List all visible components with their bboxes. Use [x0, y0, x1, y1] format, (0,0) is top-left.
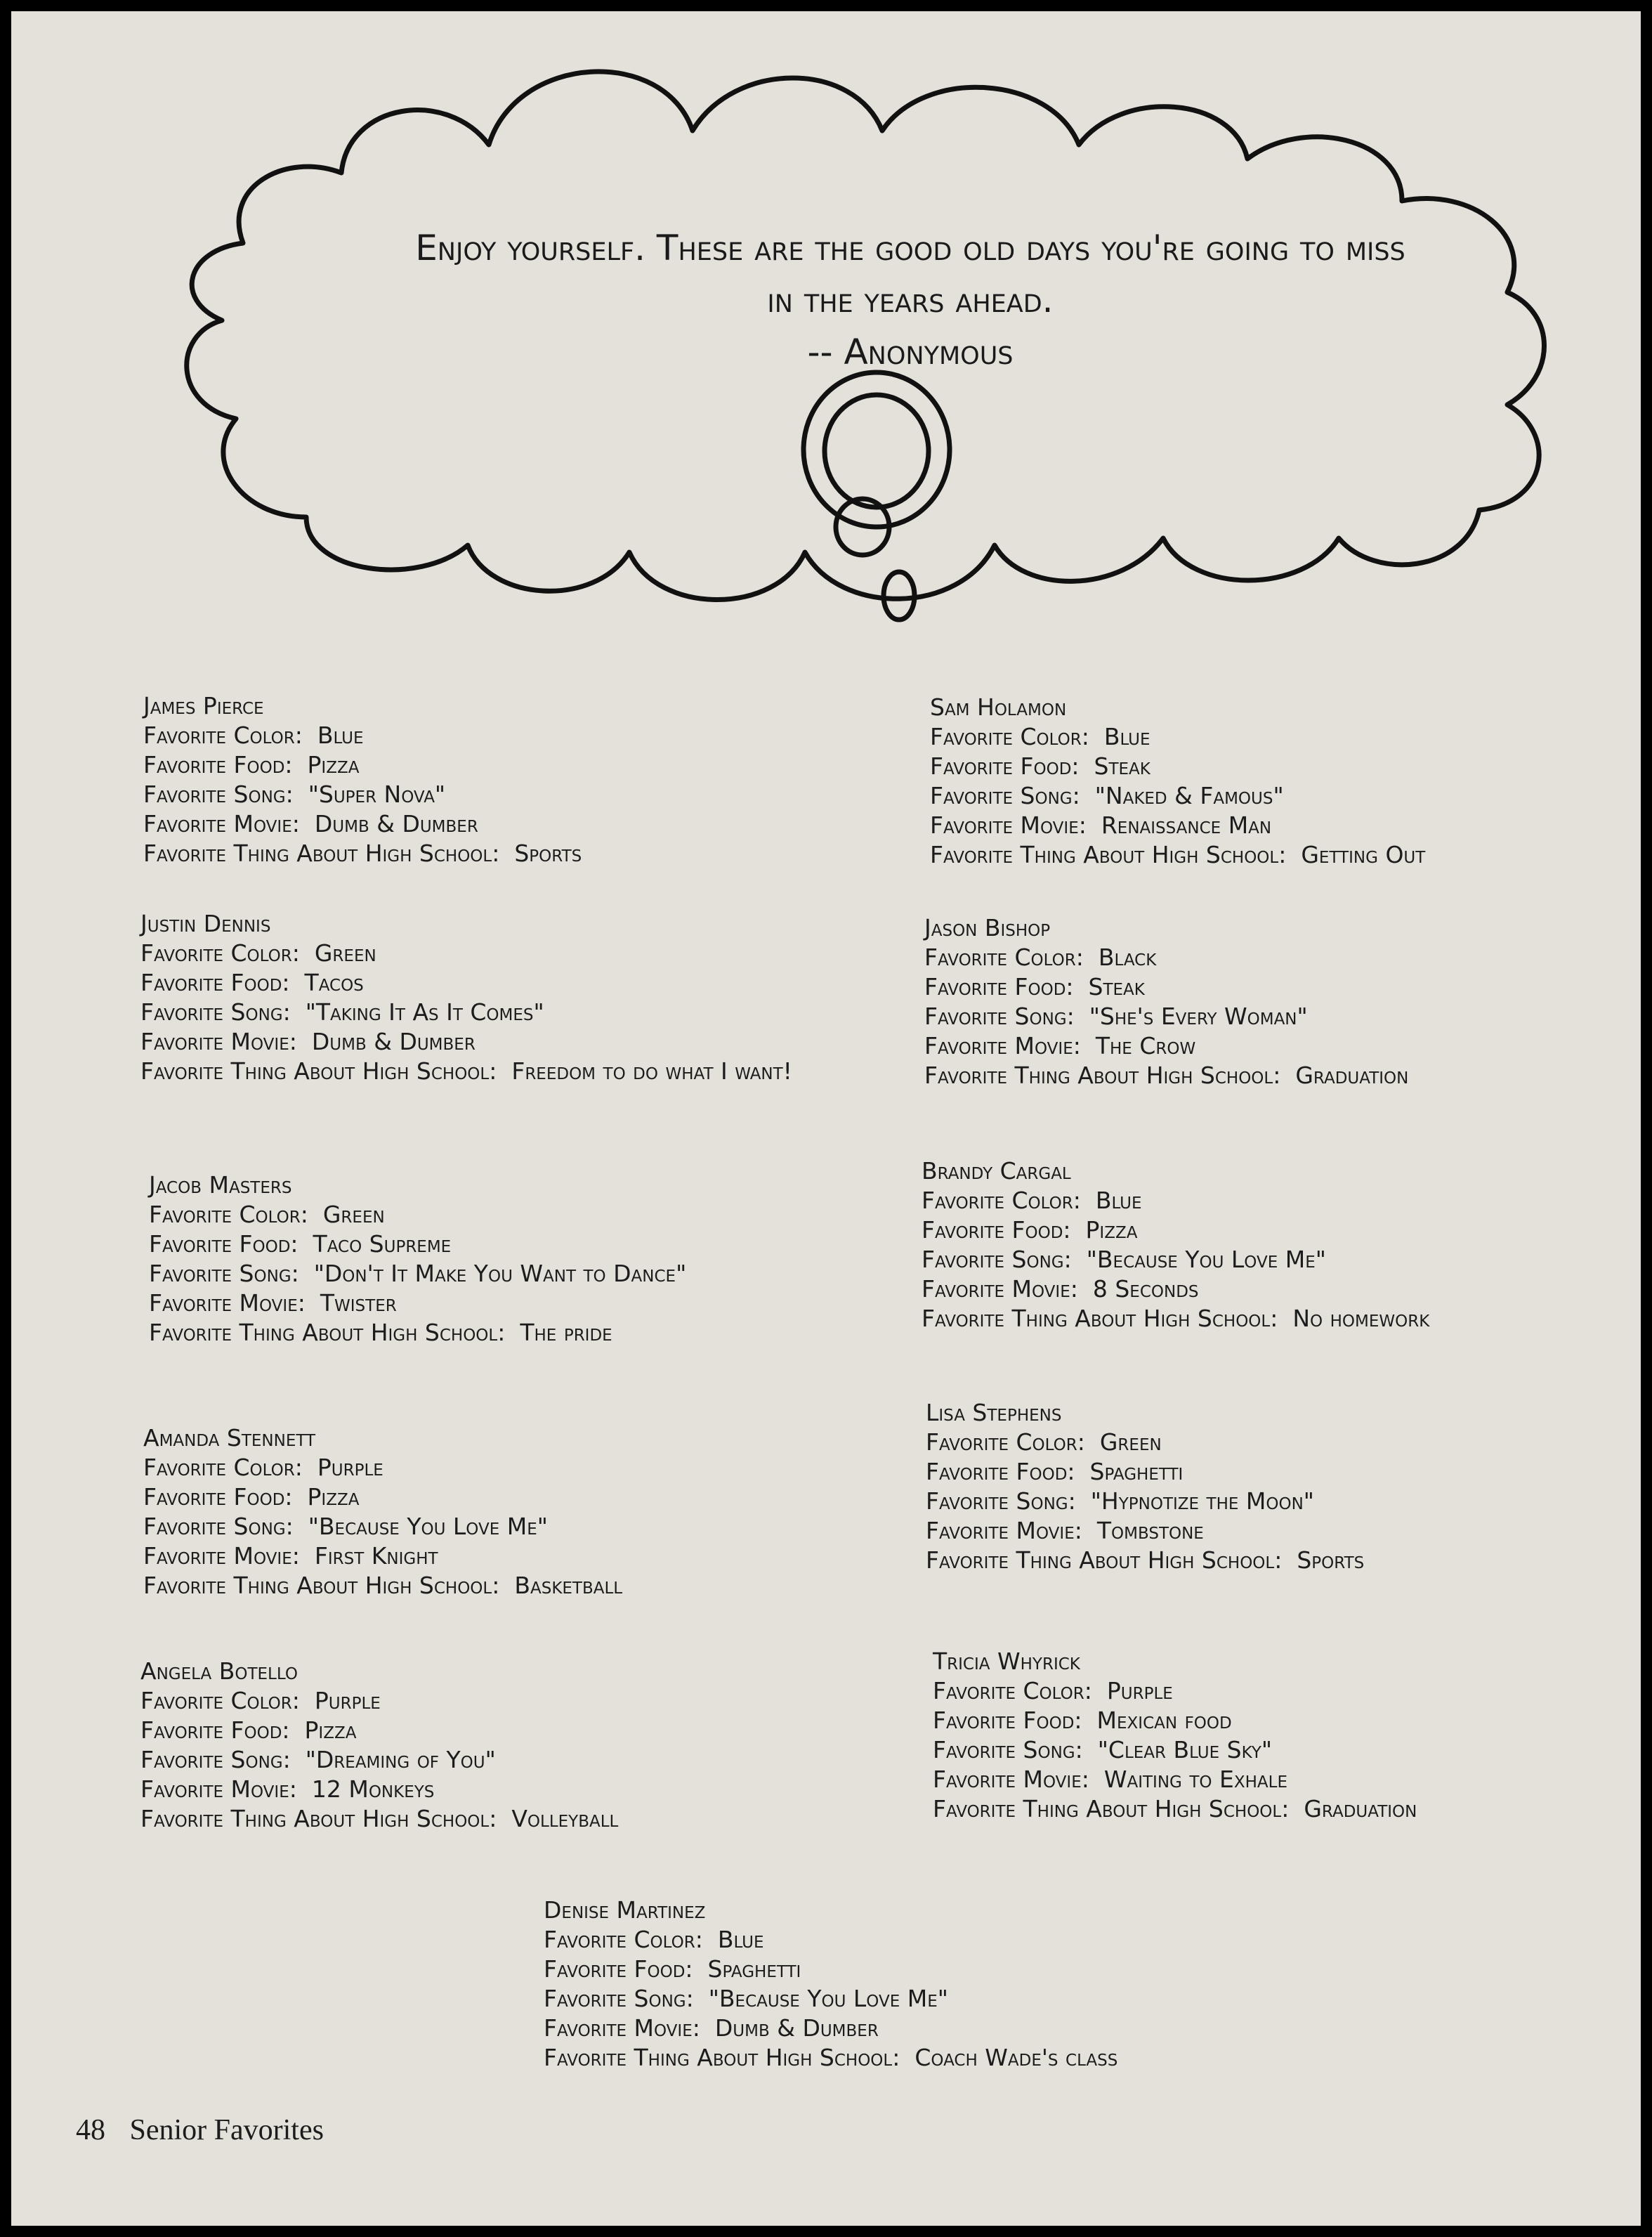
favorite-color-label: Favorite Color:	[544, 1926, 703, 1953]
section-title: Senior Favorites	[129, 2114, 324, 2146]
favorite-food-value: Steak	[1094, 752, 1150, 780]
favorite-color-value: Purple	[314, 1687, 381, 1714]
favorite-thing-value: Sports	[1297, 1546, 1365, 1574]
favorite-thing-value: Volleyball	[511, 1805, 619, 1832]
quote-block	[250, 222, 1571, 378]
quote-line-2: in the years ahead.	[767, 280, 1054, 320]
favorite-thing-label: Favorite Thing About High School:	[149, 1319, 506, 1346]
favorite-food-value: Taco Supreme	[313, 1230, 452, 1258]
senior-name: Jacob Masters	[149, 1171, 292, 1199]
favorite-color-label: Favorite Color:	[143, 722, 303, 749]
favorite-thing-label: Favorite Thing About High School:	[544, 2044, 900, 2071]
favorite-song-value: "Naked & Famous"	[1094, 782, 1284, 809]
favorite-thing-value: Sports	[514, 840, 582, 867]
favorite-thing-value: Graduation	[1304, 1795, 1417, 1822]
favorite-movie-value: Dumb & Dumber	[314, 810, 478, 837]
favorite-color-value: Green	[322, 1201, 385, 1228]
favorite-thing-label: Favorite Thing About High School:	[140, 1057, 497, 1085]
senior-name: Brandy Cargal	[922, 1157, 1071, 1185]
senior-name: Denise Martinez	[544, 1896, 706, 1924]
favorite-song-label: Favorite Song:	[143, 781, 294, 808]
favorite-thing-label: Favorite Thing About High School:	[143, 840, 500, 867]
favorite-song-label: Favorite Song:	[143, 1513, 294, 1540]
favorite-food-label: Favorite Food:	[930, 752, 1080, 780]
favorite-movie-value: Dumb & Dumber	[311, 1028, 476, 1055]
favorite-color-label: Favorite Color:	[926, 1428, 1085, 1456]
favorite-movie-label: Favorite Movie:	[922, 1275, 1078, 1303]
favorite-movie-label: Favorite Movie:	[926, 1517, 1082, 1544]
senior-entry-lisa-stephens	[926, 1398, 1364, 1575]
senior-name: Justin Dennis	[140, 910, 271, 937]
senior-entry-tricia-whyrick	[933, 1647, 1417, 1824]
favorite-food-value: Tacos	[304, 969, 364, 996]
favorite-song-value: "Taking It As It Comes"	[305, 998, 544, 1026]
favorite-color-label: Favorite Color:	[143, 1454, 303, 1481]
favorite-movie-label: Favorite Movie:	[933, 1766, 1089, 1793]
favorite-song-value: "Hypnotize the Moon"	[1090, 1487, 1314, 1515]
quote-line-1: Enjoy yourself. These are the good old days you're going to miss	[415, 228, 1405, 268]
favorite-thing-value: No homework	[1292, 1305, 1430, 1332]
senior-entry-james-pierce	[143, 691, 582, 868]
favorite-color-label: Favorite Color:	[933, 1677, 1092, 1704]
favorite-movie-value: Dumb & Dumber	[714, 2014, 879, 2042]
favorite-movie-value: Waiting to Exhale	[1103, 1766, 1287, 1793]
favorite-color-label: Favorite Color:	[140, 1687, 300, 1714]
favorite-movie-label: Favorite Movie:	[140, 1028, 297, 1055]
senior-name: Lisa Stephens	[926, 1399, 1062, 1426]
favorite-movie-value: Tombstone	[1096, 1517, 1204, 1544]
favorite-song-label: Favorite Song:	[140, 998, 291, 1026]
favorite-color-value: Purple	[317, 1454, 383, 1481]
favorite-movie-label: Favorite Movie:	[544, 2014, 700, 2042]
favorite-song-value: "Clear Blue Sky"	[1097, 1736, 1273, 1763]
favorite-movie-label: Favorite Movie:	[924, 1032, 1081, 1059]
favorite-food-value: Spaghetti	[707, 1955, 801, 1983]
favorite-food-label: Favorite Food:	[926, 1458, 1075, 1485]
quote-attribution: -- Anonymous	[807, 332, 1014, 372]
favorite-thing-value: Graduation	[1295, 1062, 1409, 1089]
favorite-thing-label: Favorite Thing About High School:	[930, 841, 1287, 868]
favorite-song-value: "Dreaming of You"	[305, 1746, 496, 1773]
favorite-color-value: Blue	[1103, 723, 1150, 750]
favorite-food-label: Favorite Food:	[544, 1955, 693, 1983]
senior-entry-jason-bishop	[924, 913, 1408, 1090]
favorite-movie-value: 8 Seconds	[1092, 1275, 1199, 1303]
favorite-song-label: Favorite Song:	[933, 1736, 1083, 1763]
favorite-thing-value: Coach Wade's class	[914, 2044, 1118, 2071]
favorite-thing-label: Favorite Thing About High School:	[140, 1805, 497, 1832]
favorite-thing-value: Getting Out	[1301, 841, 1426, 868]
favorite-food-value: Spaghetti	[1089, 1458, 1184, 1485]
favorite-movie-label: Favorite Movie:	[140, 1775, 297, 1803]
senior-name: James Pierce	[143, 692, 264, 719]
favorite-color-label: Favorite Color:	[924, 944, 1084, 971]
favorite-color-value: Green	[1099, 1428, 1162, 1456]
favorite-food-label: Favorite Food:	[933, 1707, 1082, 1734]
senior-entry-amanda-stennett	[143, 1423, 622, 1600]
favorite-song-value: "She's Every Woman"	[1089, 1003, 1308, 1030]
favorite-song-label: Favorite Song:	[544, 1985, 694, 2012]
favorite-color-value: Blue	[317, 722, 364, 749]
favorite-food-label: Favorite Food:	[140, 969, 290, 996]
favorite-movie-value: Renaissance Man	[1101, 811, 1272, 839]
favorite-movie-value: The Crow	[1095, 1032, 1196, 1059]
favorite-thing-label: Favorite Thing About High School:	[143, 1572, 500, 1599]
favorite-food-label: Favorite Food:	[143, 1483, 293, 1511]
favorite-movie-label: Favorite Movie:	[930, 811, 1087, 839]
favorite-color-label: Favorite Color:	[930, 723, 1089, 750]
favorite-food-value: Pizza	[307, 751, 360, 778]
senior-name: Tricia Whyrick	[933, 1648, 1080, 1675]
senior-name: Angela Botello	[140, 1657, 298, 1685]
favorite-food-label: Favorite Food:	[924, 973, 1074, 1000]
favorite-song-label: Favorite Song:	[930, 782, 1080, 809]
favorite-movie-value: Twister	[320, 1289, 397, 1317]
favorite-color-value: Purple	[1106, 1677, 1173, 1704]
favorite-movie-label: Favorite Movie:	[143, 810, 300, 837]
favorite-color-value: Black	[1098, 944, 1157, 971]
favorite-song-label: Favorite Song:	[924, 1003, 1075, 1030]
favorite-color-value: Green	[314, 939, 376, 967]
favorite-song-label: Favorite Song:	[926, 1487, 1076, 1515]
favorite-song-value: "Because You Love Me"	[1086, 1246, 1326, 1273]
favorite-color-label: Favorite Color:	[140, 939, 300, 967]
senior-name: Sam Holamon	[930, 693, 1067, 721]
favorite-movie-label: Favorite Movie:	[143, 1542, 300, 1570]
favorite-food-label: Favorite Food:	[140, 1716, 290, 1744]
favorite-movie-value: 12 Monkeys	[311, 1775, 435, 1803]
senior-entry-angela-botello	[140, 1657, 618, 1834]
favorite-thing-label: Favorite Thing About High School:	[926, 1546, 1283, 1574]
favorite-thing-value: Freedom to do what I want!	[511, 1057, 792, 1085]
senior-entry-jacob-masters	[149, 1170, 686, 1348]
favorite-movie-label: Favorite Movie:	[149, 1289, 306, 1317]
favorite-color-value: Blue	[717, 1926, 764, 1953]
yearbook-page	[11, 11, 1641, 2226]
favorite-thing-value: The pride	[520, 1319, 612, 1346]
favorite-food-value: Pizza	[307, 1483, 360, 1511]
favorite-food-label: Favorite Food:	[149, 1230, 299, 1258]
page-number: 48	[76, 2114, 105, 2146]
favorite-thing-label: Favorite Thing About High School:	[924, 1062, 1281, 1089]
senior-name: Amanda Stennett	[143, 1424, 316, 1452]
favorite-song-value: "Don't It Make You Want to Dance"	[313, 1260, 687, 1287]
favorite-song-label: Favorite Song:	[149, 1260, 299, 1287]
favorite-song-value: "Because You Love Me"	[708, 1985, 948, 2012]
favorite-song-value: "Because You Love Me"	[308, 1513, 548, 1540]
favorite-food-label: Favorite Food:	[922, 1216, 1071, 1244]
favorite-food-value: Pizza	[304, 1716, 357, 1744]
favorite-food-value: Mexican food	[1096, 1707, 1232, 1734]
favorite-thing-label: Favorite Thing About High School:	[933, 1795, 1290, 1822]
favorite-food-value: Steak	[1088, 973, 1145, 1000]
favorite-song-label: Favorite Song:	[922, 1246, 1072, 1273]
senior-entry-brandy-cargal	[922, 1156, 1429, 1333]
favorite-song-value: "Super Nova"	[308, 781, 446, 808]
favorite-song-label: Favorite Song:	[140, 1746, 291, 1773]
senior-entry-justin-dennis	[140, 909, 843, 1086]
favorite-food-label: Favorite Food:	[143, 751, 293, 778]
favorite-thing-label: Favorite Thing About High School:	[922, 1305, 1278, 1332]
page-footer	[76, 2113, 324, 2147]
favorite-color-value: Blue	[1095, 1187, 1142, 1214]
senior-name: Jason Bishop	[924, 914, 1051, 941]
favorite-color-label: Favorite Color:	[922, 1187, 1081, 1214]
favorite-food-value: Pizza	[1085, 1216, 1138, 1244]
senior-entry-sam-holamon	[930, 693, 1425, 870]
favorite-color-label: Favorite Color:	[149, 1201, 308, 1228]
favorite-thing-value: Basketball	[514, 1572, 623, 1599]
favorite-movie-value: First Knight	[314, 1542, 438, 1570]
senior-entry-denise-martinez	[544, 1896, 1117, 2073]
